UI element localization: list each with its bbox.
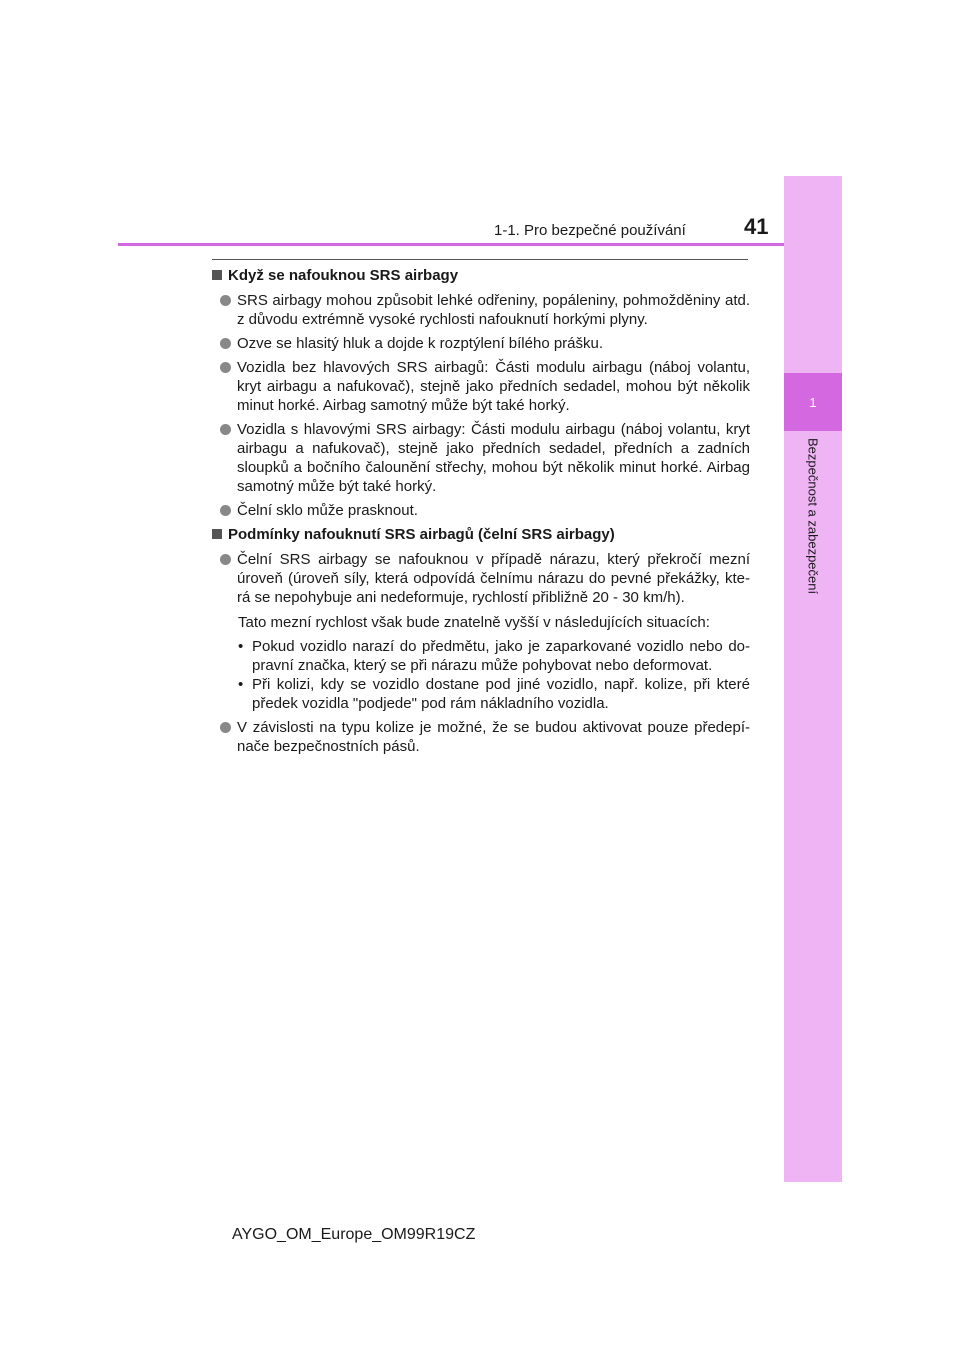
sub-list-item-text: Pokud vozidlo narazí do předmětu, jako je zaparkované vozidlo nebo do-pravní značka, který se při nárazu může pohybovat nebo deformovat. xyxy=(252,638,750,674)
circle-bullet-icon xyxy=(220,722,231,733)
circle-bullet-icon xyxy=(220,505,231,516)
circle-bullet-icon xyxy=(220,295,231,306)
list-item xyxy=(220,550,750,607)
list-item xyxy=(220,291,750,329)
section-heading xyxy=(212,525,750,544)
list-item xyxy=(220,334,750,353)
side-tab xyxy=(784,176,842,1182)
section-header-title: 1-1. Pro bezpečné používání xyxy=(494,222,686,239)
list-item xyxy=(220,501,750,520)
dot-marker: • xyxy=(238,676,244,693)
square-bullet-icon xyxy=(212,270,222,280)
section-heading-text: Když se nafouknou SRS airbagy xyxy=(228,267,459,284)
header-divider xyxy=(118,243,784,246)
list-item-text: Čelní SRS airbagy se nafouknou v případě nárazu, který překročí mezní úroveň (úroveň síly, která odpovídá čelnímu nárazu do pevné překážky, kte-rá se nepohybuje ani nedeformuje, rychlostí přibližně 20 - 30 km/h). xyxy=(237,551,750,606)
page-content xyxy=(212,266,750,761)
sub-list-item xyxy=(238,675,750,713)
paragraph: Tato mezní rychlost však bude znatelně vyšší v následujících situacích: xyxy=(238,614,710,631)
circle-bullet-icon xyxy=(220,362,231,373)
list-item-text: V závislosti na typu kolize je možné, že se budou aktivovat pouze předepí-nače bezpečnostních pásů. xyxy=(237,719,750,755)
section-heading xyxy=(212,266,750,285)
chapter-title: Bezpečnost a zabezpečení xyxy=(805,438,821,595)
list-item xyxy=(220,420,750,496)
circle-bullet-icon xyxy=(220,338,231,349)
footer-code: AYGO_OM_Europe_OM99R19CZ xyxy=(232,1226,476,1243)
section-heading-text: Podmínky nafouknutí SRS airbagů (čelní SRS airbagy) xyxy=(228,526,615,543)
sub-list-item-text: Při kolizi, kdy se vozidlo dostane pod jiné vozidlo, např. kolize, při které předek vozidla "podjede" pod rám nákladního vozidla. xyxy=(252,676,750,712)
chapter-number: 1 xyxy=(784,373,842,431)
list-item xyxy=(220,718,750,756)
circle-bullet-icon xyxy=(220,424,231,435)
circle-bullet-icon xyxy=(220,554,231,565)
list-item-text: Vozidla bez hlavových SRS airbagů: Části modulu airbagu (náboj volantu, kryt airbagu a nafukovač), stejně jako předních sedadel, mohou být několik minut horké. Airbag samotný může být také horký. xyxy=(237,359,750,414)
list-item-text: Ozve se hlasitý hluk a dojde k rozptýlení bílého prášku. xyxy=(237,335,604,352)
dot-marker: • xyxy=(238,638,244,655)
page-number: 41 xyxy=(744,214,769,239)
list-item-text: Čelní sklo může prasknout. xyxy=(237,502,418,519)
list-item-text: Vozidla s hlavovými SRS airbagy: Části modulu airbagu (náboj volantu, kryt airbagu a nafukovač), stejně jako předních sedadel, předních a zadních sloupků a bočního čalounění střechy, mohou být několik minut horké. Airbag samotný může být také horký. xyxy=(237,421,750,495)
square-bullet-icon xyxy=(212,529,222,539)
sub-list-item xyxy=(238,637,750,675)
content-divider xyxy=(212,259,748,260)
list-item xyxy=(220,358,750,415)
list-item-text: SRS airbagy mohou způsobit lehké odřeniny, popáleniny, pohmožděniny atd. z důvodu extrémně vysoké rychlosti nafouknutí horkými plyny. xyxy=(237,292,750,328)
